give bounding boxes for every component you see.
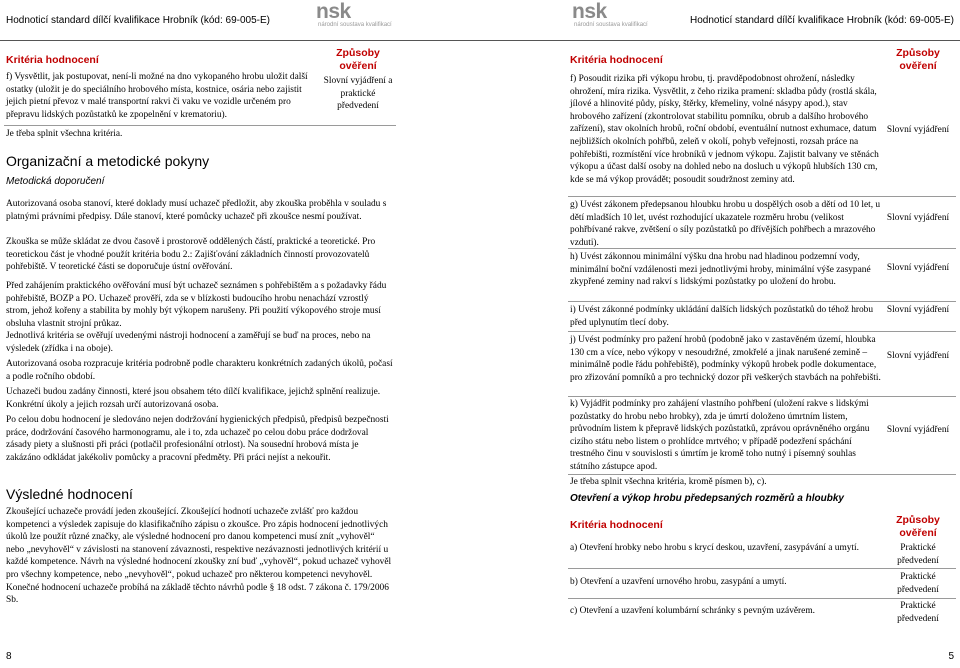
paragraph-5: Autorizovaná osoba rozpracuje kritéria podrobně podle charakteru konkrétních zadaných úkolů, počasí a podle ročního období. bbox=[6, 359, 393, 382]
header-rule bbox=[480, 40, 960, 41]
right-page bbox=[480, 0, 960, 668]
table-divider bbox=[568, 248, 956, 249]
section-title-right: Otevření a výkop hrobu předepsaných rozměrů a hloubky bbox=[570, 493, 844, 504]
criterion-b-method: Praktické předvedení bbox=[897, 572, 939, 595]
all-criteria-note-right: Je třeba splnit všechna kritéria, kromě písmen b), c). bbox=[570, 477, 767, 487]
header-rule bbox=[0, 40, 480, 41]
table-divider bbox=[568, 301, 956, 302]
table-divider bbox=[568, 196, 956, 197]
criterion-h: h) Uvést zákonnou minimální výšku dna hrobu nad hladinou podzemní vody, minimální boční vzdálenosti mezi jednotlivými hroby, minimální výše zasypané zkypřené zeminy nad rakví s lidskými pozůstatky po uložení do hrobu. bbox=[570, 252, 871, 288]
criterion-f-right: f) Posoudit rizika při výkopu hrobu, tj. pravděpodobnost ohrožení, následky ohrožení, míra rizika. Vysvětlit, z čeho rizika pramení: skladba půdy (rostlá skála, jílové a hlinovité půdy, písky, štěrky, křemeliny, volné násypy apod.), stav hrobového zařízení (zkontrolovat stabilitu pomníku, obrub a dalšího hrobového zařízení), stav okolních hrobů, roční období, eventuální nutnost exhumace, datum nejbližších okolních pohřbů, zeleň v okolí, pohyb veřejnosti, rozsah práce na pohřebišti, rozmístění více hrobníků v jednom výkopu. Zajistit balvany ve stěnách výkopu a účast další osoby na dohled nebo na dosluch u výkopů hlubších 130 cm, kde se má výkop provádět; posoudit soudržnost zeminy atd. bbox=[570, 74, 879, 185]
right-header bbox=[480, 0, 960, 36]
criterion-f-right-method: Slovní vyjádření bbox=[886, 125, 950, 135]
criterion-a: a) Otevření hrobky nebo hrobu s krycí deskou, uzavření, zasypávání a umytí. bbox=[570, 543, 859, 553]
org-section-title: Organizační a metodické pokyny bbox=[6, 153, 210, 169]
result-section-title: Výsledné hodnocení bbox=[6, 486, 133, 502]
criterion-a-method: Praktické předvedení bbox=[897, 543, 939, 566]
criterion-k: k) Vyjádřit podmínky pro zahájení vlastního pohřbení (uložení rakve s lidskými pozůstatky do hrobu nebo hrobky), zda je úmrtí doloženo úmrtním listem, průvodním listem k přepravě lidských pozůstatků, zprávou oprávněného orgánu cizího státu nebo listem o prohlídce mrtvého; v případě podezření spáchání trestného činu v souvislosti s úmrtím je kromě toho nutný i písemný souhlas státního zástupce apod. bbox=[570, 399, 870, 472]
criterion-j: j) Uvést podmínky pro pažení hrobů (podobně jako v zastavěném území, hloubka 130 cm a více, nebo výkopy v nesoudržné, zmokřelé a jinak narušené zemině – minimálně podle řádu pohřebiště), podmínky výkopů hrobek podle dokumentace, pro zřizování pomníků a pro technický dozor při veškerých stavbách na pohřebišti. bbox=[570, 335, 881, 383]
col-methods-header: Způsoby ověření bbox=[896, 47, 940, 72]
col-criteria-header-2: Kritéria hodnocení bbox=[570, 519, 663, 531]
criterion-j-method: Slovní vyjádření bbox=[886, 351, 950, 361]
table-divider bbox=[568, 568, 956, 569]
col-methods-header-2: Způsoby ověření bbox=[896, 514, 940, 539]
paragraph-1: Autorizovaná osoba stanoví, které doklady musí uchazeč předložit, aby zkouška proběhla v souladu s platnými právními předpisy. Dále stanoví, které pomůcky uchazeč při zkoušce nesmí používat. bbox=[6, 199, 387, 222]
method-recommendation-title: Metodická doporučení bbox=[6, 176, 105, 187]
paragraph-4: Jednotlivá kritéria se ověřují uvedenými nástroji hodnocení a zaměřují se buď na proces, nebo na výsledek (zřídka i na oboje). bbox=[6, 331, 371, 354]
criterion-c-method: Praktické předvedení bbox=[897, 601, 939, 624]
col-criteria-header: Kritéria hodnocení bbox=[570, 54, 663, 66]
table-divider bbox=[568, 396, 956, 397]
criterion-i-method: Slovní vyjádření bbox=[886, 305, 950, 315]
right-header-title: Hodnoticí standard dílčí kvalifikace Hrobník (kód: 69-005-E) bbox=[689, 15, 954, 26]
table-divider bbox=[568, 598, 956, 599]
paragraph-2: Zkouška se může skládat ze dvou časově i prostorově oddělených částí, praktické a teoretické. Pro teoretickou část je vhodné použít kritéria bodu 2.: Zajišťování základních činností provozovatelů pohřebiště. V teoretické části se doporučuje ústní ověřování. bbox=[6, 237, 376, 273]
criterion-f-method: Slovní vyjádření a praktické předvedení bbox=[323, 76, 393, 112]
nsk-logo: nsk národní soustava kvalifikací bbox=[316, 0, 392, 28]
col-criteria-header: Kritéria hodnocení bbox=[6, 54, 99, 66]
col-methods-header: Způsoby ověření bbox=[336, 47, 380, 72]
paragraph-3: Před zahájením praktického ověřování musí být uchazeč seznámen s pohřebištěm a s požadavky řádu pohřebiště, BOZP a PO. Uchazeč prověří, zda se v blízkosti budoucího hrobu nenachází vzrostlý strom, jehož kořeny a stabilita by mohly být výkopem narušeny. Při použití výkopového stroje musí obsluha vlastnit strojní průkaz. bbox=[6, 281, 387, 329]
criterion-h-method: Slovní vyjádření bbox=[886, 263, 950, 273]
page-number-left: 8 bbox=[6, 651, 12, 662]
criterion-g: g) Uvést zákonem předepsanou hloubku hrobu u dospělých osob a dětí od 10 let, u dětí mladších 10 let, uvést rozhodující ukazatele rozměru hrobu (velikost pohřbívané rakve, zvětšení o síly pozůstatků po dřívějších pohřbech a mrazového vzduti). bbox=[570, 200, 881, 248]
left-header bbox=[0, 0, 480, 36]
table-divider bbox=[568, 331, 956, 332]
nsk-logo: nsk národní soustava kvalifikací bbox=[572, 0, 648, 28]
left-header-title: Hodnoticí standard dílčí kvalifikace Hrobník (kód: 69-005-E) bbox=[6, 15, 271, 26]
criterion-c: c) Otevření a uzavření kolumbární schránky s pevným uzávěrem. bbox=[570, 606, 815, 616]
paragraph-6: Uchazeči budou zadány činnosti, které jsou obsahem této dílčí kvalifikace, jejichž splnění realizuje. Konkrétní úkoly a jejich rozsah určí autorizovaná osoba. bbox=[6, 387, 381, 410]
result-paragraph: Zkoušející uchazeče provádí jeden zkoušející. Zkoušející hodnotí uchazeče zvlášť pro každou kompetenci a výsledek zapisuje do klasifikačního zápisu o zkoušce. Pro zápis hodnocení jednotlivých úkolů lze použít různé značky, ale výsledné hodnocení pro danou kompetenci musí znít „vyhověl“ nebo „nevyhověl“ v závislosti na stanovení závaznosti, respektive nezávaznosti jednotlivých kritérií u každé kompetence. Návrh na výsledné hodnocení zkoušky zní buď „vyhověl“, pokud uchazeč vyhověl pro všechny kompetence, nebo „nevyhověl“, pokud uchazeč pro některou kompetenci nevyhověl. Konečné hodnocení uchazeče probíhá na základě těchto návrhů podle § 18 odst. 7 zákona č. 179/2006 Sb. bbox=[6, 507, 392, 606]
paragraph-7: Po celou dobu hodnocení je sledováno nejen dodržování hygienických předpisů, předpisů bezpečnosti práce, dodržování časového harmonogramu, ale i to, zda uchazeč po celou dobu práce dodržoval zásady piety a slušnosti při práci (potlačil profesionální otrlost). Na sousední hrobová místa je zakázáno odkládat jakékoliv pomůcky a pracovní předměty. Při práci nejíst a nekouřit. bbox=[6, 415, 389, 463]
criterion-k-method: Slovní vyjádření bbox=[886, 425, 950, 435]
all-criteria-note: Je třeba splnit všechna kritéria. bbox=[6, 129, 123, 139]
table-divider bbox=[568, 474, 956, 475]
table-divider bbox=[4, 125, 396, 126]
criterion-b: b) Otevření a uzavření urnového hrobu, zasypání a umytí. bbox=[570, 577, 787, 587]
page-number-right: 5 bbox=[948, 651, 954, 662]
criterion-f: f) Vysvětlit, jak postupovat, není-li možné na dno vykopaného hrobu uložit další ostatky (uložit je do speciálního hrobového místa, kostnice, osária nebo zajistit jejich pietní převoz v malé transportní rakvi či vaku ve vozidle určeném pro přepravu lidských pozůstatků ke zpopelnění v krematoriu). bbox=[6, 72, 308, 120]
criterion-i: i) Uvést zákonné podmínky ukládání dalších lidských pozůstatků do téhož hrobu před uplynutím tlecí doby. bbox=[570, 305, 874, 328]
criterion-g-method: Slovní vyjádření bbox=[886, 213, 950, 223]
